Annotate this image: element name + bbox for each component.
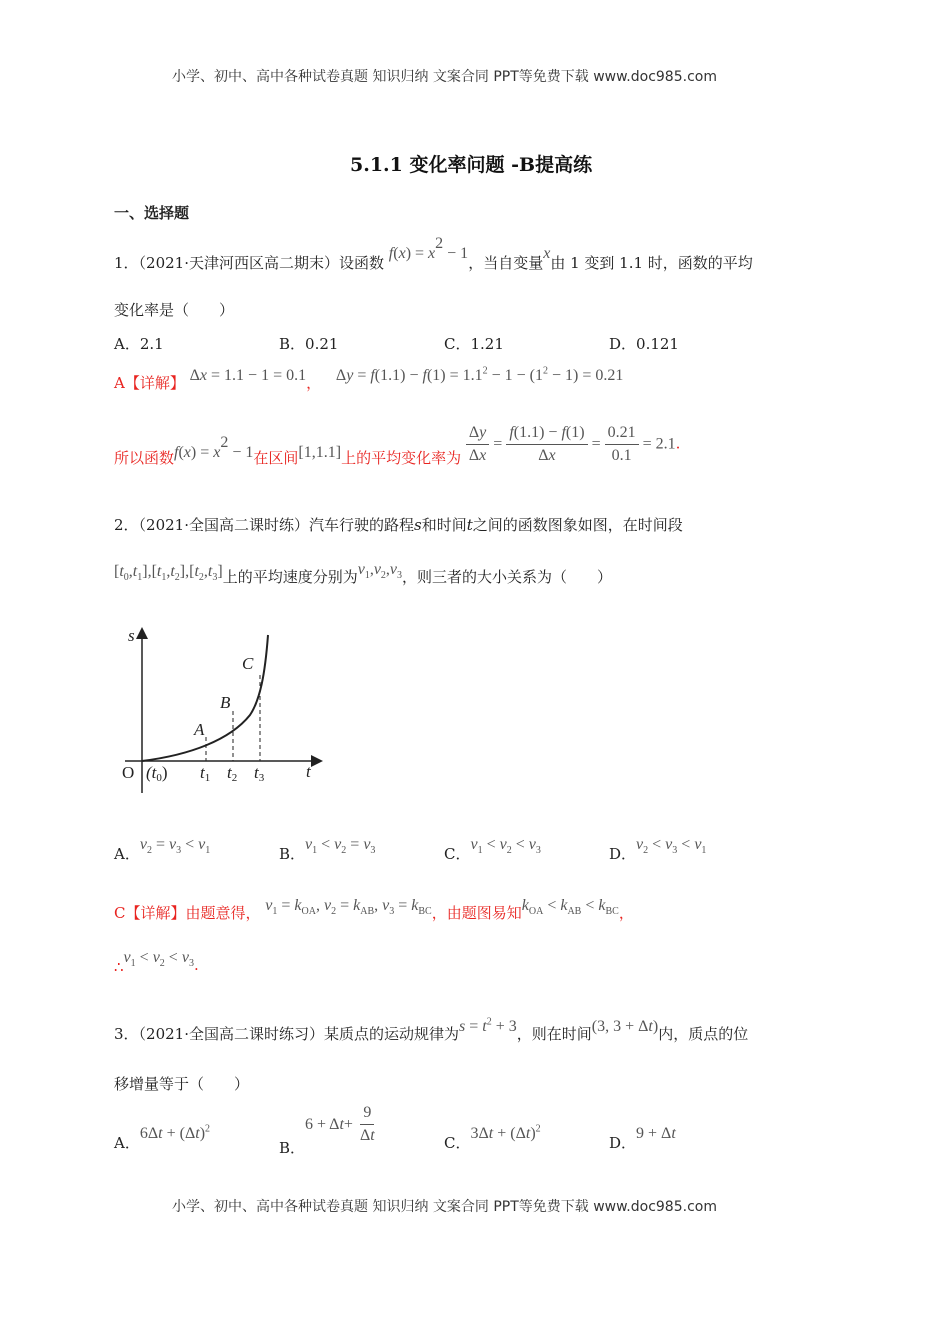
point-c-label: C (242, 654, 254, 673)
q2-var-t: t (466, 516, 473, 534)
q2-option-b[interactable]: B．$v_1 < v_2 = v_3$ (279, 836, 376, 863)
q1-sol-text1: 所以函数 (114, 448, 175, 467)
axis-label-t: t (306, 762, 311, 781)
q2-number: 2． (114, 516, 139, 534)
point-a-label: A (194, 720, 205, 739)
q2-var-s: s (414, 516, 422, 534)
t2-label: t2 (227, 763, 238, 784)
point-b-label: B (220, 693, 231, 712)
q2-text4: 上的平均速度分别为 (222, 568, 358, 586)
axis-label-s: s (128, 626, 135, 645)
q1-solution-line2: 所以函数$f(x) = x^2 - 1$在区间[1,1.1]上的平均变化率为 $\frac{\Delta y}{\Delta x}$ = $\frac{f(1.1) - f(1)}{\Delta x}$ = $\frac{0.21}{0.1}$ = 2.1. (114, 424, 681, 467)
q2-option-c[interactable]: C．$v_1 < v_2 < v_3$ (444, 836, 541, 863)
q2-sol-text2: ，由题图易知 (431, 904, 522, 922)
therefore-symbol: ∴ (114, 958, 124, 976)
q2-answer-label: C【详解】 (114, 904, 186, 922)
origin-label: O (122, 763, 135, 782)
t0-label: (t0) (146, 763, 168, 784)
q1-option-b[interactable]: B．0.21 (279, 335, 339, 353)
q3-option-b[interactable]: B．6 + Δ t + $\frac{9}{\Delta t}$ (279, 1104, 375, 1157)
q1-option-c[interactable]: C．1.21 (444, 335, 504, 353)
q2-text3: 之间的函数图象如图，在时间段 (472, 516, 683, 534)
q1-number: 1． (114, 254, 139, 272)
q3-number: 3． (114, 1025, 139, 1043)
q1-function-formula: f (388, 245, 394, 262)
q1-var-x: x (543, 245, 551, 262)
q3-source: （2021·全国高二课时练习） (138, 1025, 324, 1043)
q3-option-c[interactable]: C．$3\Delta t + (\Delta t)^2$ (444, 1123, 541, 1152)
q1-sol-text3: 上的平均变化率为 (341, 448, 462, 467)
q2-solution-line1: C【详解】由题意得， $v_1 = k_{OA}$, $v_2 = k_{AB}$, $v_3 = k_{BC}$，由题图易知$k_{OA} < k_{AB} < k_{BC}$， (114, 897, 634, 922)
q1-option-a[interactable]: A．2.1 (114, 335, 164, 353)
q2-stem (114, 514, 683, 535)
page-title: 5.1.1 变化率问题 -B提高练 (350, 154, 593, 176)
q2-sol-text1: 由题意得， (185, 904, 261, 922)
q2-option-a[interactable]: A．$v_2 = v_3 < v_1$ (114, 836, 211, 863)
q2-text1: 汽车行驶的路程 (309, 516, 415, 534)
q1-source: （2021·天津河西区高二期末） (138, 254, 339, 272)
q1-text: 设函数 (339, 254, 385, 272)
page-footer: 小学、初中、高中各种试卷真题 知识归纳 文案合同 PPT等免费下载 www.doc985.com (172, 1199, 717, 1215)
q1-sol-text2: 在区间 (253, 448, 299, 467)
q3-option-a[interactable]: A．$6\Delta t + (\Delta t)^2$ (114, 1123, 211, 1152)
q3-text3: 内，质点的位 (658, 1025, 749, 1043)
q3-stem-line2: 移增量等于（ ） (114, 1075, 250, 1093)
section-heading: 一、选择题 (114, 204, 190, 222)
q1-solution-line1: A【详解】 Δx = 1.1 − 1 = 0.1， $\Delta y = f(1.1) - f(1) = 1.1^2 - 1 - (1^2 - 1) = 0.21$ (114, 365, 624, 392)
q2-distance-time-graph (110, 615, 330, 800)
q2-option-d[interactable]: D．$v_2 < v_3 < v_1$ (609, 836, 707, 863)
q3-text2: ，则在时间 (516, 1025, 592, 1043)
q3-text1: 某质点的运动规律为 (324, 1025, 460, 1043)
q3-motion-formula: $s = t^2 + 3$ (459, 1016, 517, 1035)
q1-option-d[interactable]: D．0.121 (609, 335, 679, 353)
q2-solution-line2: $\therefore v_1 < v_2 < v_3$. (114, 949, 199, 976)
page-header: 小学、初中、高中各种试卷真题 知识归纳 文案合同 PPT等免费下载 www.doc985.com (172, 69, 717, 85)
q1-text3: 由 1 变到 1.1 时，函数的平均 (550, 254, 753, 272)
q1-text2: ，当自变量 (468, 254, 544, 272)
q1-stem: 1．（2021·天津河西区高二期末）设函数 $f(x) = x^2 - 1$，当自变量x由 1 变到 1.1 时，函数的平均 (114, 235, 753, 272)
t3-label: t3 (254, 763, 265, 784)
t1-label: t1 (200, 763, 211, 784)
q2-source: （2021·全国高二课时练） (138, 516, 309, 534)
q2-text2: 和时间 (421, 516, 467, 534)
q2-text5: ，则三者的大小关系为（ ） (402, 568, 613, 586)
q3-interval: (3, 3 + Δt) (591, 1018, 659, 1035)
q3-option-d[interactable]: D．9 + Δt (609, 1125, 676, 1152)
q2-stem-line2: $[t_0,t_1],[t_1,t_2],[t_2,t_3]$上的平均速度分别为$v_1,v_2,v_3$，则三者的大小关系为（ ） (114, 561, 613, 586)
q1-answer-label: A【详解】 (114, 374, 185, 392)
q1-stem-line2: 变化率是（ ） (114, 301, 235, 319)
q3-stem (114, 1015, 749, 1043)
